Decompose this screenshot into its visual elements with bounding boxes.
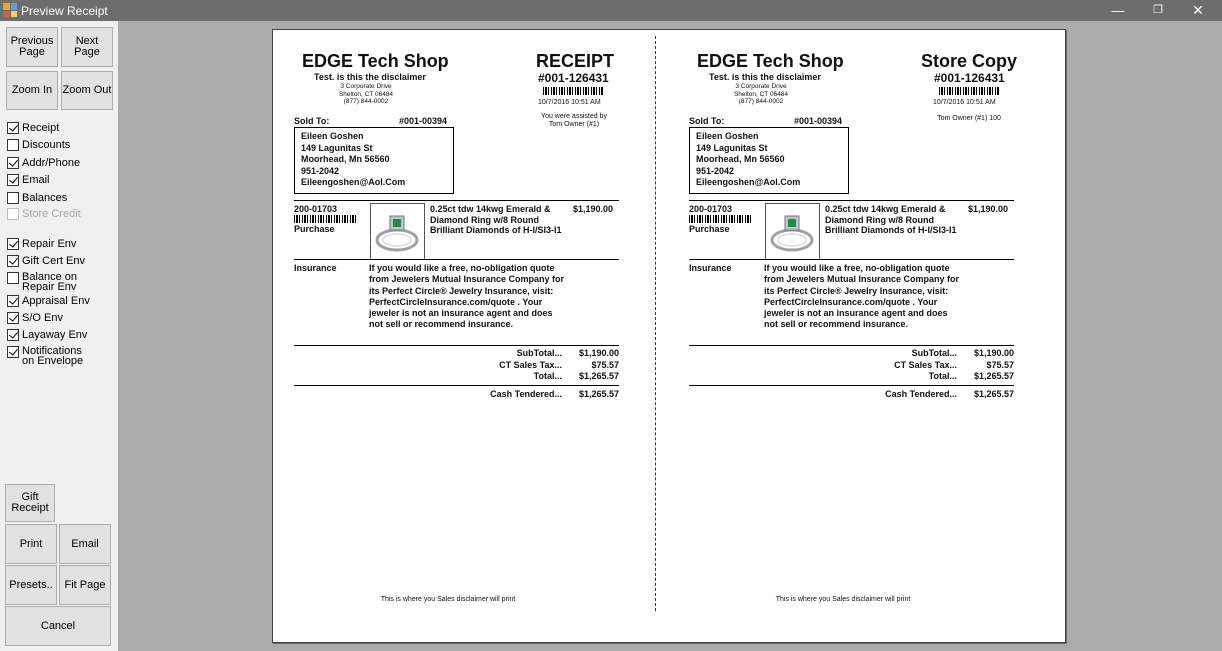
insurance-label: Insurance <box>689 263 732 273</box>
zoom-in-button[interactable]: Zoom In <box>6 71 58 110</box>
shop-address: 3 Corporate Drive Shelton, CT 06484 (877) 844-0002 <box>338 83 394 105</box>
sales-disclaimer: This is where you Sales disclaimer will print <box>380 596 516 603</box>
shop-address: 3 Corporate Drive Shelton, CT 06484 (877) 844-0002 <box>733 83 789 105</box>
email-button[interactable]: Email <box>59 524 111 564</box>
item-description: 0.25ct tdw 14kwg Emerald & Diamond Ring w/8 Round Brilliant Diamonds of H-I/SI3-I1 <box>825 204 957 235</box>
item-sku: 200-01703 Purchase <box>689 204 751 234</box>
store-copy <box>668 30 1048 642</box>
receipt-preview-page <box>272 29 1066 643</box>
assisted-by: You were assisted by Tom Owner (#1) <box>541 113 607 128</box>
receipt-number: #001-126431 <box>934 71 1005 85</box>
print-button[interactable]: Print <box>5 524 57 564</box>
customer-number: #001-00394 <box>399 116 448 126</box>
separator-line <box>689 385 1014 386</box>
copy-divider <box>655 36 656 611</box>
totals-values: $1,190.00 $75.57 $1,265.57 <box>578 348 619 381</box>
separator-line <box>294 345 619 346</box>
gift-receipt-button[interactable]: Gift Receipt <box>5 484 55 522</box>
sales-disclaimer: This is where you Sales disclaimer will print <box>775 596 911 603</box>
close-icon[interactable]: ✕ <box>1192 2 1204 18</box>
item-barcode <box>294 215 356 223</box>
restore-icon[interactable]: ❐ <box>1153 4 1163 16</box>
item-description: 0.25ct tdw 14kwg Emerald & Diamond Ring w/8 Round Brilliant Diamonds of H-I/SI3-I1 <box>430 204 562 235</box>
totals-labels: SubTotal... CT Sales Tax... Total... <box>499 348 562 381</box>
receipt-barcode <box>939 87 999 95</box>
fit-page-button[interactable]: Fit Page <box>59 565 111 605</box>
customer-box: Eileen Goshen 149 Lagunitas St Moorhead, Mn 56560 951-2042 Eileengoshen@Aol.Com <box>689 127 849 194</box>
ring-image <box>765 203 820 260</box>
insurance-label: Insurance <box>294 263 337 273</box>
window-title: Preview Receipt <box>21 4 108 18</box>
zoom-out-button[interactable]: Zoom Out <box>61 71 113 110</box>
shop-name: EDGE Tech Shop <box>302 51 449 71</box>
minimize-icon[interactable]: — <box>1111 3 1125 18</box>
receipt-number: #001-126431 <box>538 71 609 85</box>
separator-line <box>294 259 619 260</box>
customer-copy <box>273 30 653 642</box>
presets-button[interactable]: Presets.. <box>5 565 57 605</box>
cash-tendered-label: Cash Tendered... <box>885 389 957 399</box>
separator-line <box>689 259 1014 260</box>
item-price: $1,190.00 <box>573 204 614 214</box>
cash-tendered-value: $1,265.57 <box>578 389 619 399</box>
customer-box: Eileen Goshen 149 Lagunitas St Moorhead, Mn 56560 951-2042 Eileengoshen@Aol.Com <box>294 127 454 194</box>
shop-disclaimer: Test. is this the disclaimer <box>314 72 426 82</box>
separator-line <box>294 385 619 386</box>
receipt-date: 10/7/2016 10:51 AM <box>538 99 601 106</box>
insurance-text: If you would like a free, no-obligation quote from Jewelers Mutual Insurance Company for its Perfect Circle® Jewelry Insurance, visit: PerfectCircleInsurance.com/quote . Your jeweler is not an insurance agent and does not sell or recommend insurance. <box>764 263 960 330</box>
options-panel: Previous Page Next Page Zoom In Zoom Out Receipt Discounts Addr/Phone Email Balances Store Credit Repair Env Gift Cert Env Balance on Repair Env Appraisal Env S/O Env Layaway Env Notifications on Envelope Gift Receipt Print Email Presets.. Fit Page Cancel <box>0 21 118 651</box>
item-barcode <box>689 215 751 223</box>
cash-tendered-label: Cash Tendered... <box>490 389 562 399</box>
sold-to-label: Sold To: <box>689 116 725 126</box>
shop-disclaimer: Test. is this the disclaimer <box>709 72 821 82</box>
separator-line <box>294 200 619 201</box>
customer-number: #001-00394 <box>794 116 843 126</box>
insurance-text: If you would like a free, no-obligation quote from Jewelers Mutual Insurance Company for its Perfect Circle® Jewelry Insurance, visit: PerfectCircleInsurance.com/quote . Your jeweler is not an insurance agent and does not sell or recommend insurance. <box>369 263 565 330</box>
ring-image <box>370 203 425 260</box>
next-page-button[interactable]: Next Page <box>61 27 113 67</box>
store-copy-title: Store Copy <box>921 51 1018 71</box>
shop-name: EDGE Tech Shop <box>697 51 844 71</box>
cash-tendered-value: $1,265.57 <box>973 389 1014 399</box>
assisted-by: Tom Owner (#1) 100 <box>937 115 1001 122</box>
totals-values: $1,190.00 $75.57 $1,265.57 <box>973 348 1014 381</box>
cancel-button[interactable]: Cancel <box>5 606 111 646</box>
item-sku: 200-01703 Purchase <box>294 204 356 234</box>
receipt-date: 10/7/2016 10:51 AM <box>933 99 996 106</box>
receipt-title: RECEIPT <box>536 51 615 71</box>
title-bar <box>0 0 1222 21</box>
item-price: $1,190.00 <box>968 204 1009 214</box>
totals-labels: SubTotal... CT Sales Tax... Total... <box>894 348 957 381</box>
previous-page-button[interactable]: Previous Page <box>6 27 58 67</box>
separator-line <box>689 345 1014 346</box>
app-icon <box>3 3 17 17</box>
sold-to-label: Sold To: <box>294 116 330 126</box>
separator-line <box>689 200 1014 201</box>
receipt-barcode <box>543 87 603 95</box>
